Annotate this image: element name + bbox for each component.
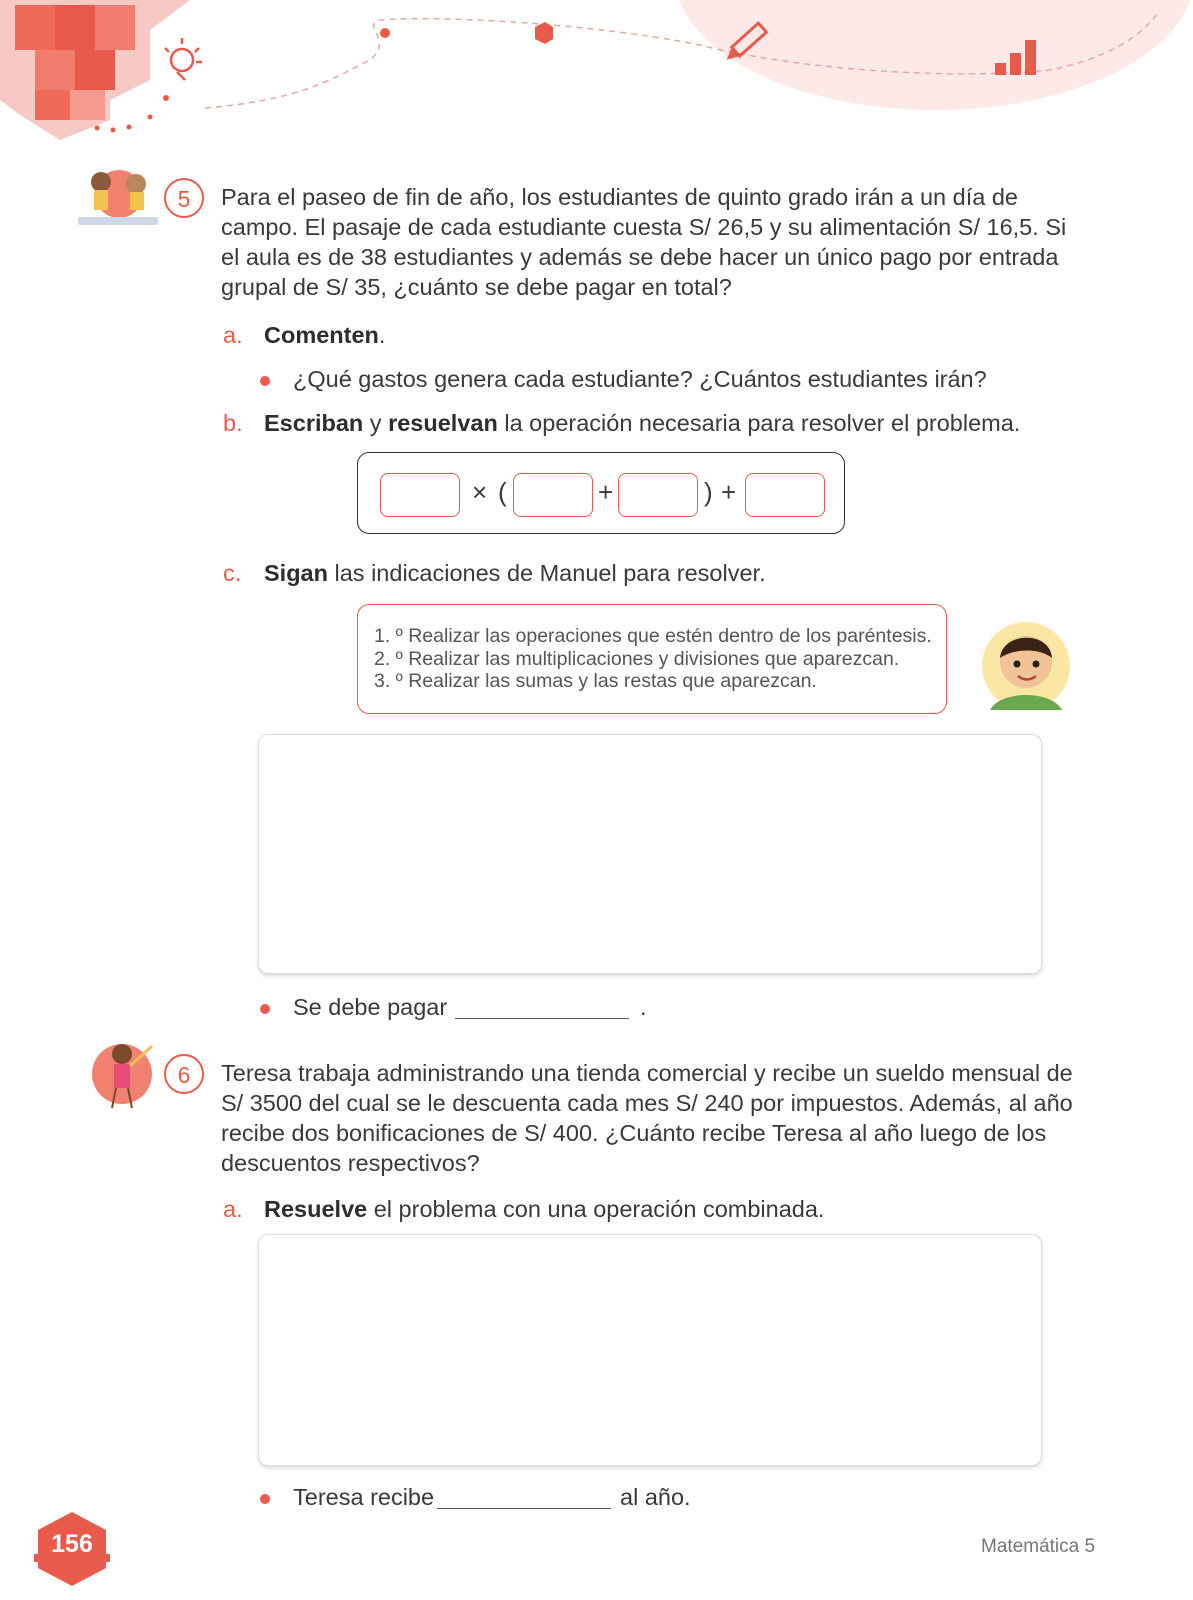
times-sign: × <box>472 477 488 507</box>
step-b-bold-write: Escriban <box>264 410 364 436</box>
problem-5-line: el aula es de 38 estudiantes y además se debe hacer un único pago por entrada <box>221 244 1059 270</box>
answer-5-suffix: . <box>640 994 647 1020</box>
book-title: Matemática 5 <box>981 1536 1096 1557</box>
step-b-rest: la operación necesaria para resolver el problema. <box>497 410 1021 436</box>
answer-6-blank[interactable] <box>437 1508 611 1509</box>
open-paren: ( <box>498 477 507 507</box>
step-6a-text <box>264 1196 824 1223</box>
problem-6-line: recibe dos bonificaciones de S/ 400. ¿Cuánto recibe Teresa al año luego de los <box>221 1120 1047 1146</box>
step-b-text <box>264 410 1020 437</box>
step-a-letter: a. <box>223 322 243 348</box>
small-cube-icon <box>535 22 553 44</box>
page-number: 156 <box>51 1530 93 1558</box>
operation-slot-1[interactable] <box>380 473 460 517</box>
instruction-line: 1. º Realizar las operaciones que estén dentro de los paréntesis. <box>374 625 932 647</box>
bullet-icon <box>260 1004 270 1014</box>
problem-5-statement <box>221 182 1066 302</box>
header-decoration <box>0 0 1193 150</box>
step-b-letter: b. <box>223 410 243 436</box>
bullet-icon <box>260 1494 270 1504</box>
work-area-problem-6[interactable] <box>258 1234 1042 1466</box>
answer-6-suffix: al año. <box>620 1484 691 1510</box>
work-area-problem-5[interactable] <box>258 734 1042 974</box>
problem-6-line: S/ 3500 del cual se le descuenta cada mes S/ 240 por impuestos. Además, al año <box>221 1090 1073 1116</box>
step-c-bold: Sigan <box>264 560 328 586</box>
pencil-icon <box>723 23 767 64</box>
manuel-instructions-box <box>357 604 947 714</box>
problem-6-number: 6 <box>164 1054 204 1094</box>
problem-5-line: campo. El pasaje de cada estudiante cuesta S/ 26,5 y su alimentación S/ 16,5. Si <box>221 214 1067 240</box>
step-a-rest: . <box>378 322 386 348</box>
bar-chart-icon <box>995 40 1036 75</box>
instruction-line: 3. º Realizar las sumas y las restas que aparezcan. <box>374 670 817 692</box>
plus-sign: + <box>598 477 614 507</box>
plus-sign: + <box>721 477 737 507</box>
step-c-letter: c. <box>223 560 242 586</box>
operation-slot-4[interactable] <box>745 473 825 517</box>
operation-slot-3[interactable] <box>618 473 698 517</box>
operation-slot-2[interactable] <box>513 473 593 517</box>
students-reading-illustration <box>76 162 162 234</box>
step-a-bold: Comenten <box>264 322 379 348</box>
step-c-rest: las indicaciones de Manuel para resolver. <box>327 560 766 586</box>
lightbulb-icon <box>165 38 202 80</box>
step-a-text <box>264 322 385 349</box>
problem-5-line: Para el paseo de fin de año, los estudiantes de quinto grado irán a un día de <box>221 184 1018 210</box>
cubes-icon <box>0 0 190 140</box>
manuel-avatar <box>980 620 1072 712</box>
bullet-icon <box>260 376 270 386</box>
step-6a-letter: a. <box>223 1196 243 1222</box>
step-6a-bold: Resuelve <box>264 1196 368 1222</box>
problem-6-line: Teresa trabaja administrando una tienda comercial y recibe un sueldo mensual de <box>221 1060 1073 1086</box>
step-6a-rest: el problema con una operación combinada. <box>367 1196 825 1222</box>
step-c-text <box>264 560 766 587</box>
operation-box <box>357 452 845 534</box>
answer-5-prefix: Se debe pagar <box>293 994 448 1020</box>
instruction-line: 2. º Realizar las multiplicaciones y divisiones que aparezcan. <box>374 648 900 670</box>
problem-5-line: grupal de S/ 35, ¿cuánto se debe pagar en total? <box>221 274 732 300</box>
problem-6-statement <box>221 1058 1073 1178</box>
close-paren: ) <box>704 477 713 507</box>
problem-6-line: descuentos respectivos? <box>221 1150 480 1176</box>
step-a-question: ¿Qué gastos genera cada estudiante? ¿Cuántos estudiantes irán? <box>293 366 987 392</box>
problem-5-number: 5 <box>164 178 204 218</box>
answer-6-prefix: Teresa recibe <box>293 1484 435 1510</box>
step-b-bold-solve: resuelvan <box>388 410 498 436</box>
step-b-mid: y <box>363 410 389 436</box>
answer-5-blank[interactable] <box>455 1018 629 1019</box>
girl-pencil-illustration <box>86 1036 162 1112</box>
